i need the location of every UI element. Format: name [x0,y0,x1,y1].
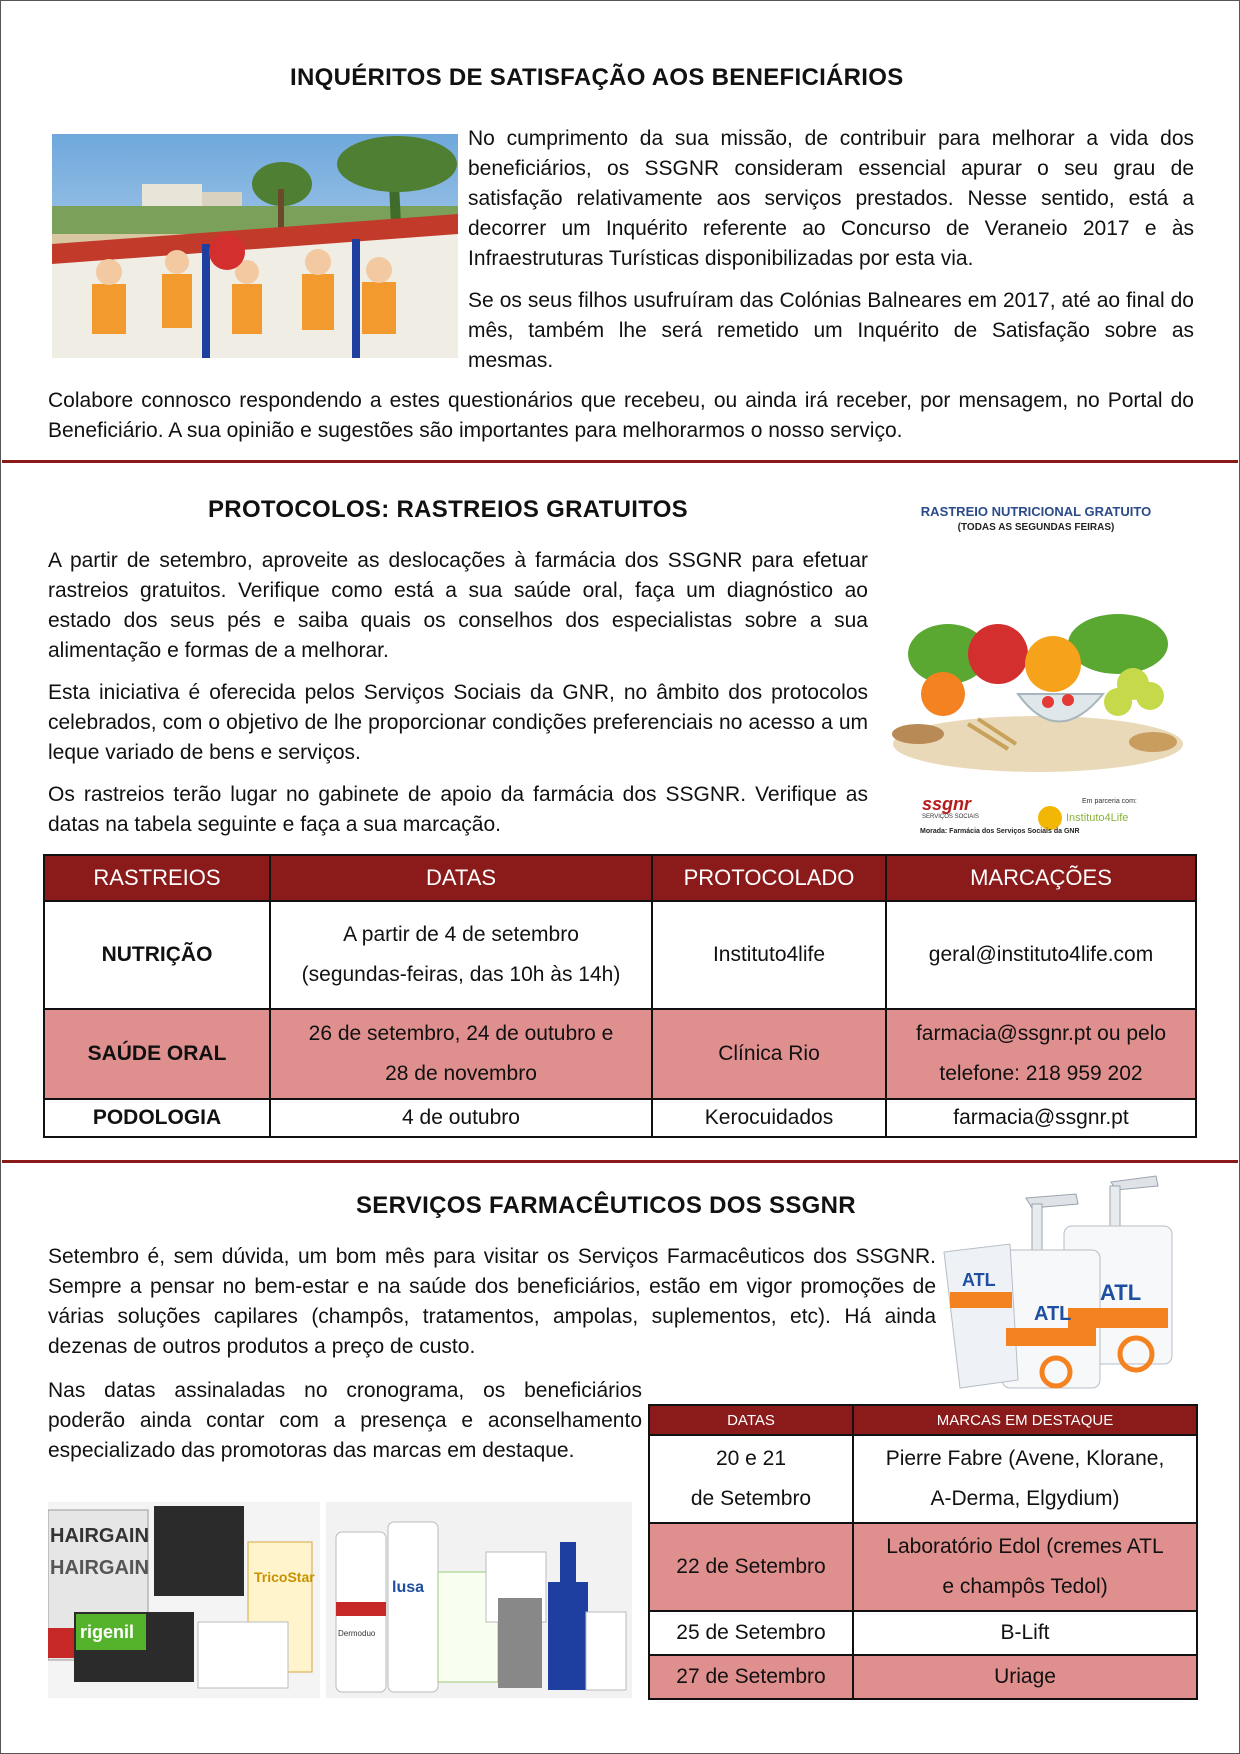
fruit-bowl-illustration [888,574,1184,774]
table-row [44,901,1196,1009]
instituto4life-icon [1038,806,1062,830]
hair-products-photo [48,1502,320,1698]
promotion-brand: Uriage [853,1655,1197,1699]
skincare-products-photo [326,1502,632,1698]
screening-dates: 26 de setembro, 24 de outubro e 28 de novembro [270,1009,652,1099]
screening-dates: 4 de outubro [270,1099,652,1137]
screening-partner: Clínica Rio [652,1009,886,1099]
promotion-date: 25 de Setembro [649,1611,853,1655]
promotion-brand: B-Lift [853,1611,1197,1655]
column-header: MARCAÇÕES [886,855,1196,901]
section3-paragraph-2: Nas datas assinaladas no cronograma, os beneficiários poderão ainda contar com a presença e aconselhamento especializado das promotoras das marcas em destaque. [48,1379,642,1462]
promotion-date: 27 de Setembro [649,1655,853,1699]
promotion-brand: Pierre Fabre (Avene, Klorane, A-Derma, Elgydium) [853,1435,1197,1523]
section-divider [2,460,1238,463]
svg-text:Dermoduo: Dermoduo [338,1629,376,1638]
screening-contact: geral@instituto4life.com [886,901,1196,1009]
column-header: MARCAS EM DESTAQUE [853,1405,1197,1435]
section2-title: PROTOCOLOS: RASTREIOS GRATUITOS [208,496,688,523]
section-divider [2,1160,1238,1163]
poster-title: RASTREIO NUTRICIONAL GRATUITO [920,504,1152,519]
promotion-date: 22 de Setembro [649,1523,853,1611]
ssgnr-logo: ssgnr [922,794,972,814]
section3-paragraph-1: Setembro é, sem dúvida, um bom mês para visitar os Serviços Farmacêuticos dos SSGNR. Sempre a pensar no bem-estar e na saúde dos beneficiários, estão em vigor promoções de várias soluções capilares (champôs, tratamentos, ampolas, suplementos, etc). Há ainda dezenas de outros produtos a preço de custo. [48,1245,936,1358]
promotion-date: 20 e 21 de Setembro [649,1435,853,1523]
svg-text:rigenil: rigenil [80,1622,135,1642]
atl-products-illustration [936,1168,1180,1404]
svg-text:ATL: ATL [962,1270,996,1290]
poster-subtitle: (TODAS AS SEGUNDAS FEIRAS) [957,522,1115,533]
svg-text:ATL: ATL [1100,1280,1142,1305]
screening-name: NUTRIÇÃO [44,901,270,1009]
screening-name: SAÚDE ORAL [44,1009,270,1099]
table-row [649,1655,1197,1699]
svg-text:HAIRGAIN: HAIRGAIN [50,1557,149,1579]
column-header: DATAS [270,855,652,901]
beach-kids-photo [52,134,458,358]
svg-text:HAIRGAIN: HAIRGAIN [50,1525,149,1547]
table-row [44,1009,1196,1099]
table-row [44,1099,1196,1137]
screening-dates: A partir de 4 de setembro (segundas-feiras, das 10h às 14h) [270,901,652,1009]
table-row [649,1523,1197,1611]
column-header: DATAS [649,1405,853,1435]
table-row [649,1435,1197,1523]
ssgnr-logo-subtitle: SERVIÇOS SOCIAIS [922,814,979,820]
section3-title: SERVIÇOS FARMACÊUTICOS DOS SSGNR [356,1192,856,1219]
section2-paragraph-3: Os rastreios terão lugar no gabinete de apoio da farmácia dos SSGNR. Verifique as datas na tabela seguinte e faça a sua marcação. [48,783,868,836]
screening-name: PODOLOGIA [44,1099,270,1137]
svg-text:TricoStar: TricoStar [254,1569,315,1585]
section1-paragraph-3: Colabore connosco respondendo a estes questionários que recebeu, ou ainda irá receber, por mensagem, no Portal do Beneficiário. A sua opinião e sugestões são importantes para melhorarmos o nosso serviço. [48,389,1194,442]
section2-paragraph-1: A partir de setembro, aproveite as deslocações à farmácia dos SSGNR para efetuar rastreios gratuitos. Verifique como está a sua saúde oral, faça um diagnóstico ao estado dos seus pés e saiba quais os conselhos dos especialistas sobre a sua alimentação e formas de a melhorar. [48,549,868,662]
partner-caption: Em parceria com: [1082,798,1137,805]
section1-paragraph-1: No cumprimento da sua missão, de contribuir para melhorar a vida dos beneficiários, os SSGNR consideram essencial apurar o seu grau de satisfação relativamente aos serviços prestados. Nesse sentido, está a decorrer um Inquérito referente ao Concurso de Veraneio 2017 e às Infraestruturas Turísticas disponibilizadas por esta via. [468,127,1194,270]
column-header: RASTREIOS [44,855,270,901]
screening-contact: farmacia@ssgnr.pt ou pelo telefone: 218 959 202 [886,1009,1196,1099]
table-header-row [44,855,1196,901]
section1-title: INQUÉRITOS DE SATISFAÇÃO AOS BENEFICIÁRIOS [290,64,904,91]
screening-partner: Instituto4life [652,901,886,1009]
section2-paragraph-2: Esta iniciativa é oferecida pelos Serviços Sociais da GNR, no âmbito dos protocolos celebrados, com o objetivo de lhe proporcionar condições preferenciais no acesso a um leque variado de bens e serviços. [48,681,868,764]
table-header-row [649,1405,1197,1435]
screening-partner: Kerocuidados [652,1099,886,1137]
table-row [649,1611,1197,1655]
screening-contact: farmacia@ssgnr.pt [886,1099,1196,1137]
svg-text:ATL: ATL [1034,1303,1072,1325]
poster-address: Morada: Farmácia dos Serviços Sociais da GNR [920,828,1080,835]
promotions-table [648,1404,1198,1700]
svg-text:lusa: lusa [392,1579,425,1596]
column-header: PROTOCOLADO [652,855,886,901]
instituto4life-logo: Instituto4Life [1066,812,1129,824]
section1-paragraph-2: Se os seus filhos usufruíram das Colónias Balneares em 2017, até ao final do mês, também lhe será remetido um Inquérito de Satisfação sobre as mesmas. [468,289,1194,372]
screenings-table [43,854,1197,1138]
nutrition-poster [886,498,1186,840]
promotion-brand: Laboratório Edol (cremes ATL e champôs Tedol) [853,1523,1197,1611]
